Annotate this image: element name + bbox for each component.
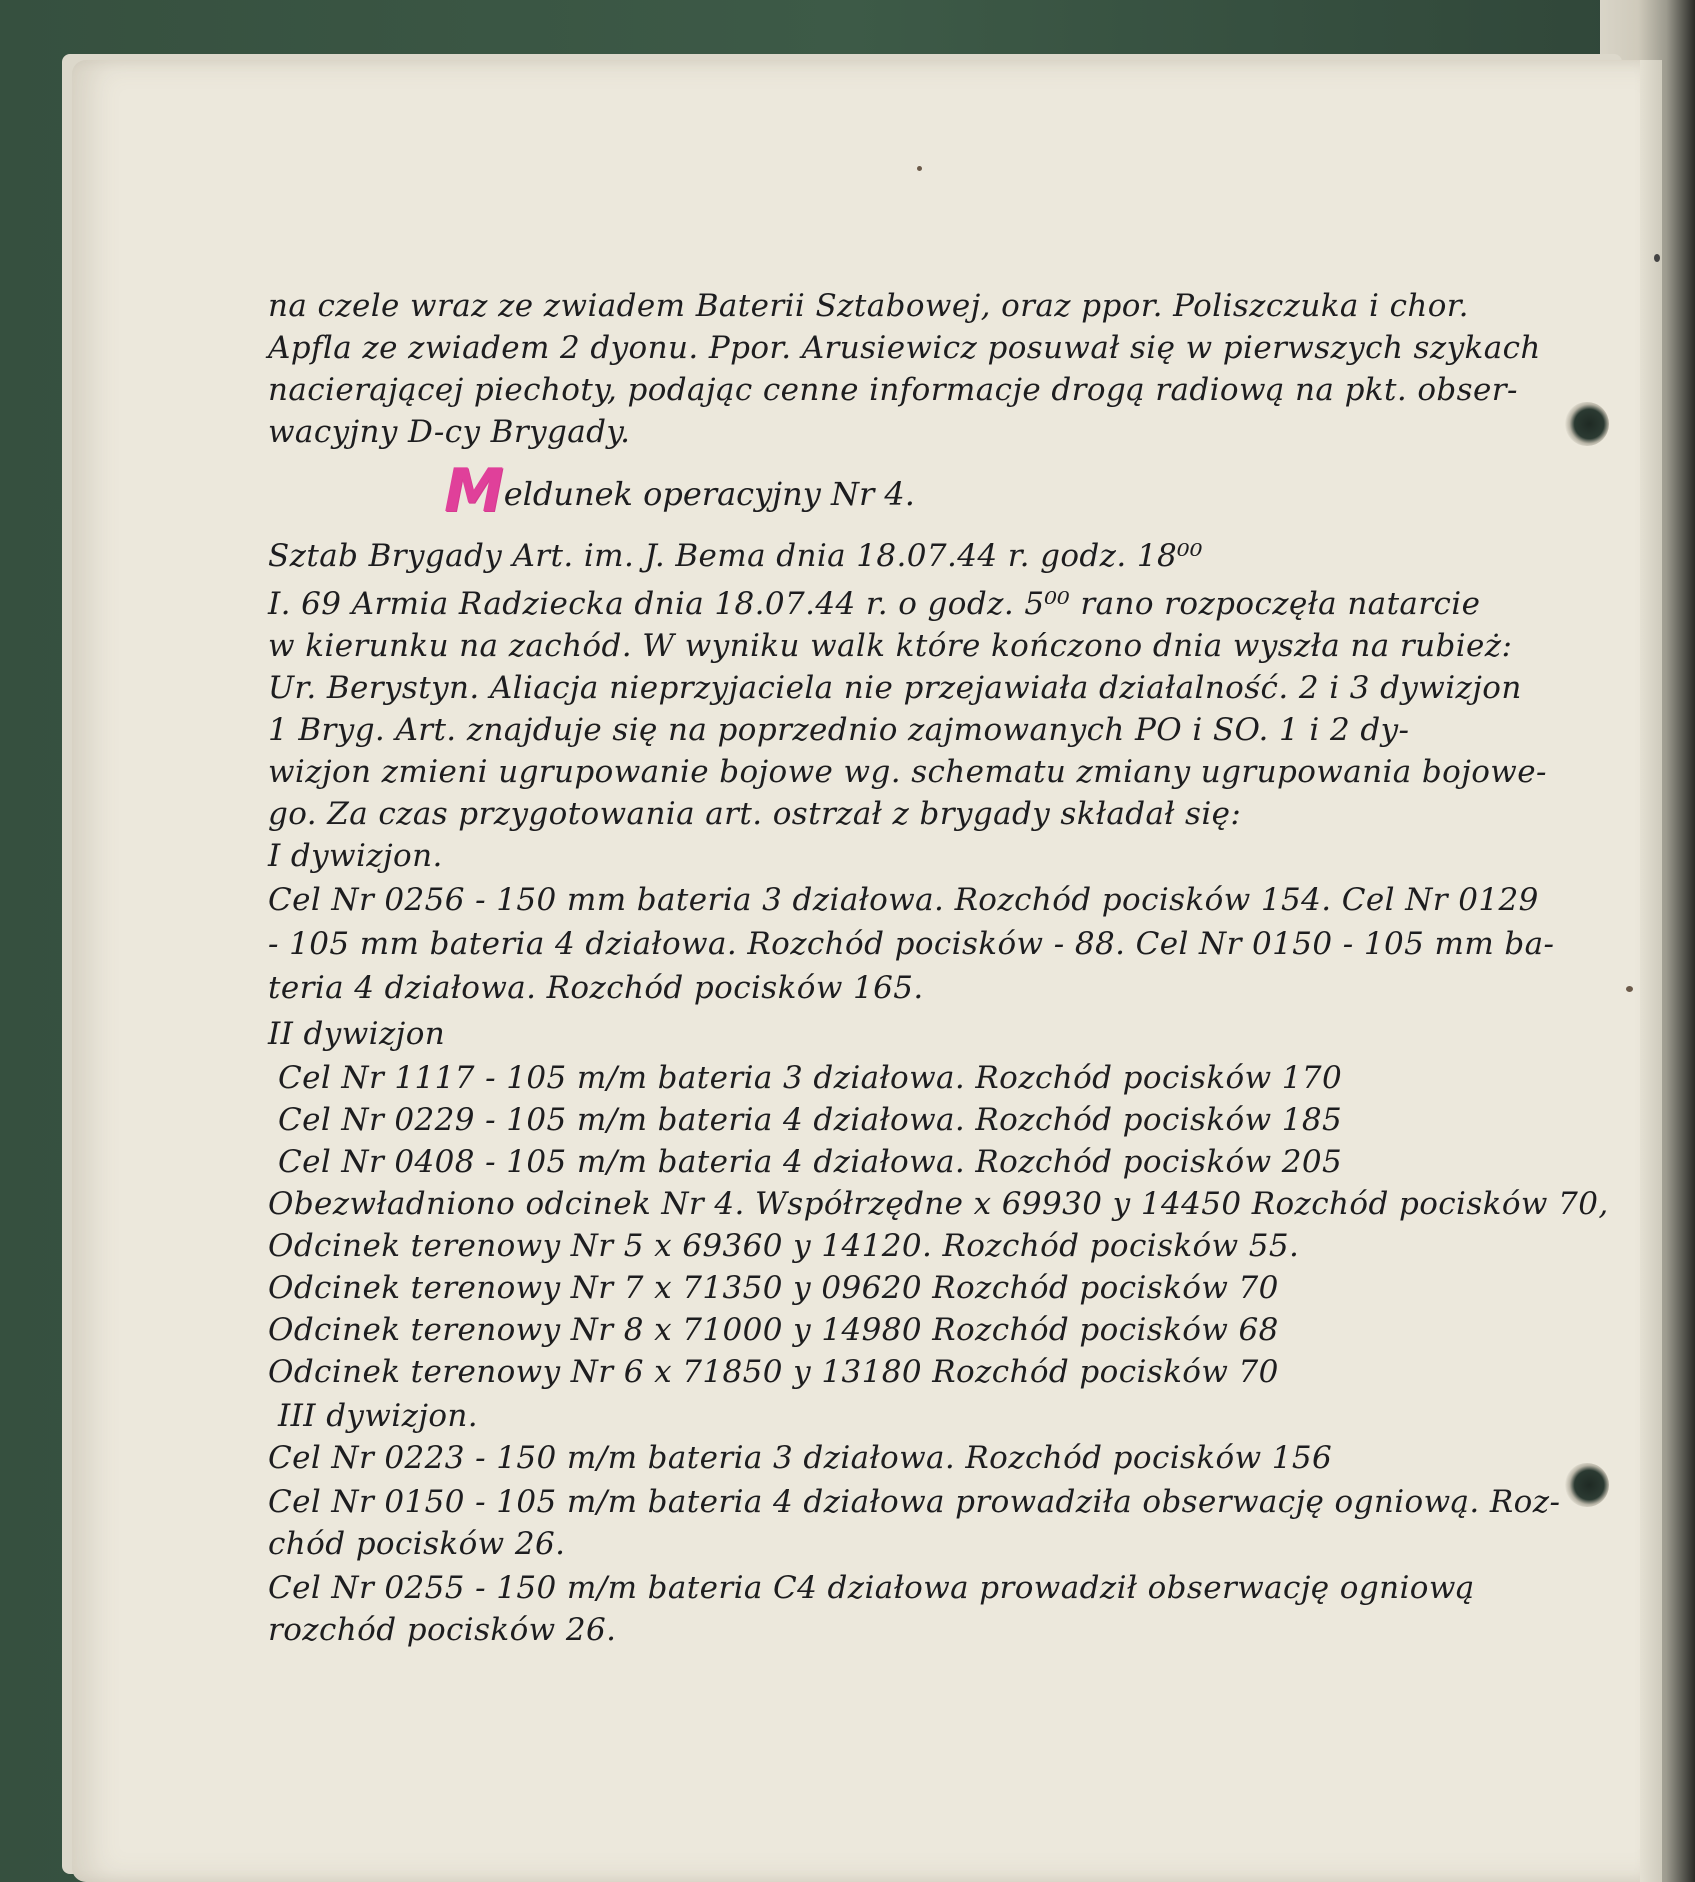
text-line: Cel Nr 0408 - 105 m/m bateria 4 działowa. Rozchód pocisków 205 <box>278 1144 1343 1180</box>
highlighted-initial: M <box>444 456 504 526</box>
paper-speck <box>1626 986 1633 992</box>
text-line: Cel Nr 0229 - 105 m/m bateria 4 działowa. Rozchód pocisków 185 <box>278 1102 1343 1138</box>
text-line: nacierającej piechoty, podając cenne informacje drogą radiową na pkt. obser- <box>268 372 1518 408</box>
text-line: w kierunku na zachód. W wyniku walk które kończono dnia wyszła na rubież: <box>268 628 1513 664</box>
text-line: Cel Nr 0150 - 105 m/m bateria 4 działowa prowadziła obserwację ogniową. Roz- <box>268 1484 1561 1520</box>
text-line: wacyjny D-cy Brygady. <box>268 414 631 450</box>
report-heading <box>444 456 915 526</box>
text-line: I. 69 Armia Radziecka dnia 18.07.44 r. o godz. 5⁰⁰ rano rozpoczęła natarcie <box>268 586 1481 622</box>
paper-speck <box>1654 254 1660 262</box>
heading-text: eldunek operacyjny Nr 4. <box>503 475 915 513</box>
punch-hole-bottom <box>1565 1463 1609 1507</box>
punch-hole-top <box>1565 402 1609 446</box>
section-title: I dywizjon. <box>268 838 443 874</box>
text-line: rozchód pocisków 26. <box>268 1612 617 1648</box>
text-line: Cel Nr 0256 - 150 mm bateria 3 działowa. Rozchód pocisków 154. Cel Nr 0129 <box>268 882 1539 918</box>
text-line: Sztab Brygady Art. im. J. Bema dnia 18.07.44 r. godz. 18⁰⁰ <box>268 538 1203 574</box>
text-line: Cel Nr 1117 - 105 m/m bateria 3 działowa. Rozchód pocisków 170 <box>278 1060 1343 1096</box>
text-line: Cel Nr 0255 - 150 m/m bateria C4 działowa prowadził obserwację ogniową <box>268 1570 1475 1606</box>
text-line: wizjon zmieni ugrupowanie bojowe wg. schematu zmiany ugrupowania bojowe- <box>268 754 1547 790</box>
text-line: go. Za czas przygotowania art. ostrzał z brygady składał się: <box>268 796 1242 832</box>
text-line: - 105 mm bateria 4 działowa. Rozchód pocisków - 88. Cel Nr 0150 - 105 mm ba- <box>268 926 1555 962</box>
text-line: Odcinek terenowy Nr 7 x 71350 y 09620 Rozchód pocisków 70 <box>268 1270 1279 1306</box>
handwritten-text <box>268 286 1609 1648</box>
text-line: na czele wraz ze zwiadem Baterii Sztabowej, oraz ppor. Poliszczuka i chor. <box>268 288 1469 324</box>
text-line: Apfla ze zwiadem 2 dyonu. Ppor. Arusiewicz posuwał się w pierwszych szykach <box>268 330 1541 366</box>
text-line: Ur. Berystyn. Aliacja nieprzyjaciela nie przejawiała działalność. 2 i 3 dywizjon <box>268 670 1522 706</box>
text-line: Odcinek terenowy Nr 5 x 69360 y 14120. Rozchód pocisków 55. <box>268 1228 1300 1264</box>
text-line: Cel Nr 0223 - 150 m/m bateria 3 działowa. Rozchód pocisków 156 <box>268 1440 1333 1476</box>
page-edge <box>1640 60 1662 1882</box>
section-title: II dywizjon <box>268 1016 446 1052</box>
text-line: Odcinek terenowy Nr 6 x 71850 y 13180 Rozchód pocisków 70 <box>268 1354 1279 1390</box>
section-title: III dywizjon. <box>278 1398 479 1434</box>
text-line: Obezwładniono odcinek Nr 4. Współrzędne x 69930 y 14450 Rozchód pocisków 70, <box>268 1186 1609 1222</box>
text-line: 1 Bryg. Art. znajduje się na poprzednio zajmowanych PO i SO. 1 i 2 dy- <box>268 712 1410 748</box>
text-line: teria 4 działowa. Rozchód pocisków 165. <box>268 970 924 1006</box>
text-line: chód pocisków 26. <box>268 1526 566 1562</box>
paper-speck <box>917 166 922 171</box>
text-line: Odcinek terenowy Nr 8 x 71000 y 14980 Rozchód pocisków 68 <box>268 1312 1279 1348</box>
